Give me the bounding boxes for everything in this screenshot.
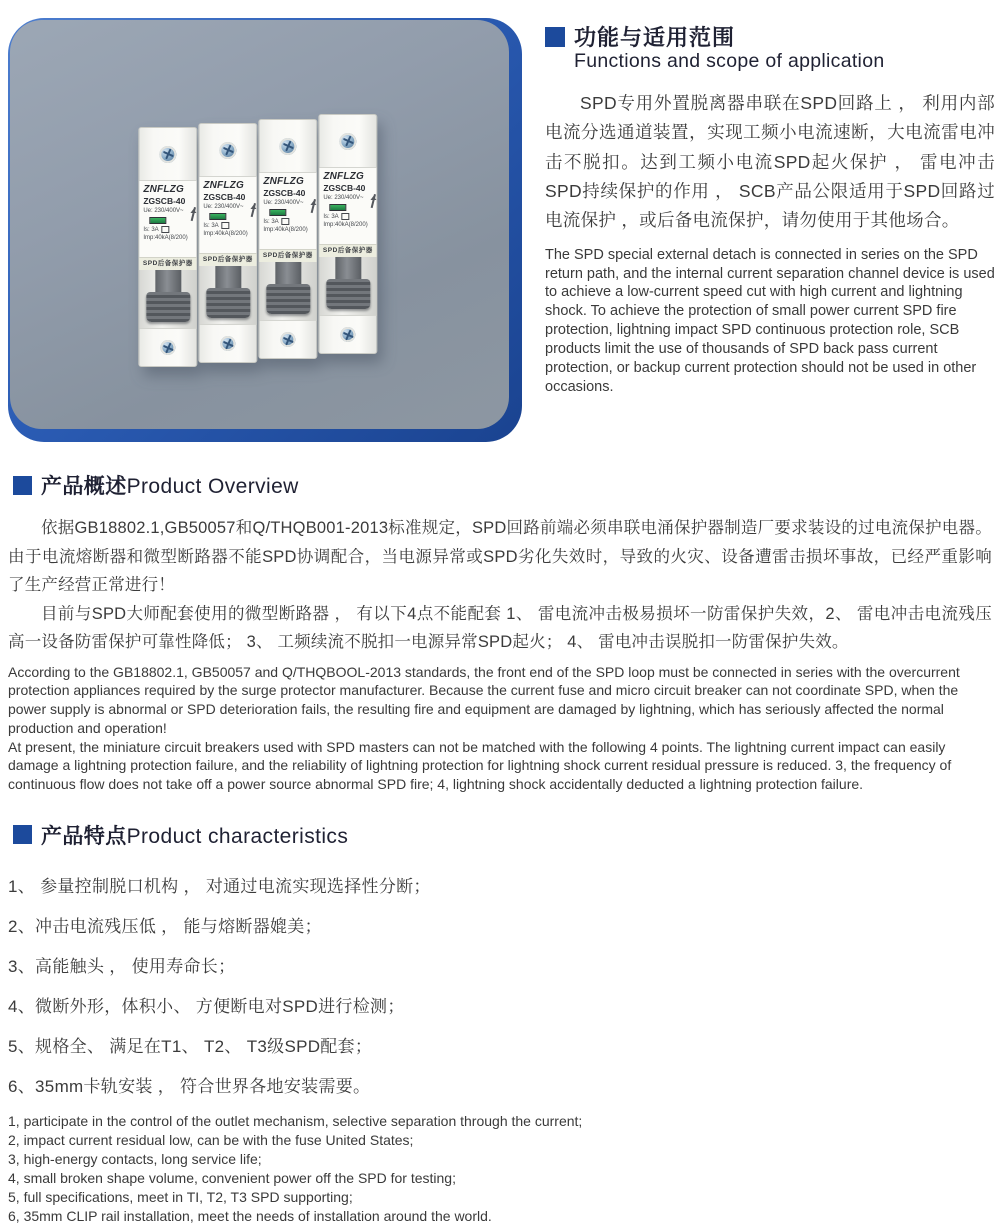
overview-heading	[13, 470, 992, 500]
model-text: ZGSCB-40	[203, 192, 246, 202]
ue-spec: Ue: 230/400V~	[323, 195, 364, 201]
functions-body-en: The SPD special external detach is connected in series on the SPD return path, and the internal current separation channel device is used to achieve a low-current speed cut with high current and lightning shock. To achieve the protection of small power current SPD fire protection, lightning impact SPD continuous protection role, SCB products limit the use of thousands of SPD back pass current protection, or backup current protection should not be used in other occasions.	[545, 246, 995, 395]
brand-text: ZNFLZG	[143, 184, 184, 195]
overview-title-zh: 产品概述	[41, 475, 127, 498]
spd-backup-label: SPD后备保护器	[319, 244, 376, 257]
list-item: 1, participate in the control of the outlet mechanism, selective separation through the current;	[8, 1112, 583, 1129]
breaker-label	[319, 168, 376, 257]
list-item: 4、微断外形，体积小、 方便断电对SPD进行检测；	[8, 996, 405, 1016]
functions-body-zh: SPD专用外置脱离器串联在SPD回路上 ， 利用内部电流分选通道装置，实现工频小电流速断，大电流雷电冲击不脱扣。达到工频小电流SPD起火保护 ， 雷电冲击SPD持续保护的作用 ， SCB产品公限适用于SPD回路过电流保护 ，或后备电流保护，请勿使用于其他场合。	[545, 92, 995, 231]
brand-text: ZNFLZG	[203, 180, 244, 191]
overview-para2-en: At present, the miniature circuit breakers used with SPD masters can not be matched with the following 4 points. The lightning current impact can easily damage a lightning protection failure, and the reliability of lightning protection for lightning shock current residual pressure is reduced. 3, the frequency of continuous flow does not take off a power source abnormal SPD fire; 4, lightning shock accidentally deducted a lightning protection failure.	[8, 738, 952, 793]
cert-mark-icon	[282, 218, 290, 225]
screw-icon	[160, 340, 175, 355]
breaker-handle	[319, 257, 376, 316]
list-item: 1、 参量控制脱口机构 ， 对通过电流实现选择性分断；	[8, 876, 431, 896]
cert-mark-icon	[342, 213, 350, 220]
imp-spec: Imp:40kA(8/200)	[323, 222, 368, 229]
breaker-handle	[259, 262, 316, 321]
trip-indicator-icon	[250, 203, 255, 217]
screw-icon	[279, 138, 296, 155]
list-item: 2, impact current residual low, can be with the fuse United States;	[8, 1131, 414, 1148]
trip-indicator-icon	[190, 207, 195, 221]
model-text: ZGSCB-40	[143, 196, 186, 206]
imp-spec: Imp:40kA(8/200)	[143, 235, 188, 242]
ue-spec: Ue: 230/400V~	[143, 208, 184, 214]
ue-spec: Ue: 230/400V~	[263, 200, 304, 206]
breaker-handle	[199, 266, 256, 325]
spd-backup-label: SPD后备保护器	[199, 253, 256, 266]
overview-para2-zh: 目前与SPD大师配套使用的微型断路器 ， 有以下4点不能配套 1、 雷电流冲击极易损坏一防雷保护失效，2、 雷电冲击电流残压高一设备防雷保护可靠性降低； 3、 工频续流不脱扣一电源异常SPD起火； 4、 雷电冲击误脱扣一防雷保护失效。	[8, 604, 992, 652]
status-indicator	[329, 204, 346, 211]
is-spec: Is: 3A	[203, 222, 253, 229]
cert-mark-icon	[222, 222, 230, 229]
list-item: 2、冲击电流残压低 ， 能与熔断器媲美；	[8, 916, 322, 936]
list-item: 4, small broken shape volume, convenient power off the SPD for testing;	[8, 1170, 456, 1186]
overview-body-en	[8, 663, 992, 794]
characteristics-section	[0, 794, 1000, 1226]
is-spec: Is: 3A	[323, 213, 373, 220]
spd-backup-label: SPD后备保护器	[139, 257, 196, 270]
breaker-module	[258, 119, 317, 359]
characteristics-list-zh	[8, 872, 992, 1097]
cert-mark-icon	[162, 226, 170, 233]
product-photo-panel	[8, 18, 522, 442]
overview-body-zh	[8, 514, 992, 657]
breaker-label	[199, 177, 256, 266]
trip-indicator-icon	[310, 199, 315, 213]
blue-square-bullet-icon	[13, 825, 32, 844]
status-indicator	[209, 213, 226, 220]
breaker-module	[318, 114, 377, 354]
screw-icon	[159, 146, 176, 163]
circuit-breaker-assembly	[138, 114, 377, 367]
list-item: 3、高能触头 ， 使用寿命长；	[8, 956, 236, 976]
list-item: 5, full specifications, meet in TI, T2, T3 SPD supporting;	[8, 1189, 353, 1206]
screw-icon	[220, 336, 235, 351]
status-indicator	[149, 217, 166, 224]
screw-icon	[340, 327, 355, 342]
characteristics-heading	[13, 820, 992, 850]
status-indicator	[269, 209, 286, 216]
breaker-handle	[139, 270, 196, 329]
breaker-module	[198, 123, 257, 363]
screw-icon	[280, 332, 295, 347]
breaker-label	[259, 173, 316, 262]
spd-backup-label: SPD后备保护器	[259, 249, 316, 262]
characteristics-list-en	[8, 1112, 992, 1226]
functions-title-zh: 功能与适用范围	[574, 25, 736, 50]
screw-icon	[339, 133, 356, 150]
functions-title-en: Functions and scope of application	[574, 50, 885, 73]
functions-section	[545, 25, 995, 396]
imp-spec: Imp:40kA(8/200)	[203, 231, 248, 238]
characteristics-title-zh: 产品特点	[41, 824, 127, 848]
imp-spec: Imp:40kA(8/200)	[263, 227, 308, 234]
blue-square-bullet-icon	[545, 27, 565, 47]
is-spec: Is: 3A	[143, 226, 193, 233]
list-item: 6, 35mm CLIP rail installation, meet the needs of installation around the world.	[8, 1208, 492, 1225]
brand-text: ZNFLZG	[323, 171, 364, 182]
is-spec: Is: 3A	[263, 218, 313, 225]
functions-heading	[545, 25, 995, 73]
brand-text: ZNFLZG	[263, 176, 304, 187]
blue-square-bullet-icon	[13, 476, 32, 495]
ue-spec: Ue: 230/400V~	[203, 204, 244, 210]
top-section	[0, 0, 1000, 458]
characteristics-title-en: Product characteristics	[126, 824, 349, 848]
overview-title-en: Product Overview	[126, 475, 299, 498]
breaker-label	[139, 181, 196, 270]
model-text: ZGSCB-40	[263, 188, 306, 198]
overview-section	[0, 458, 1000, 794]
overview-para1-en: According to the GB18802.1, GB50057 and Q/THQBOOL-2013 standards, the front end of the SPD loop must be connected in series with the overcurrent protection appliances required by the surge protector manufacturer. Because the current fuse and micro circuit breaker can not coordinate SPD, when the power supply is abnormal or SPD deterioration fails, the resulting fire and equipment are damaged by lightning, which has seriously affected the normal production and operation!	[8, 663, 960, 736]
list-item: 3, high-energy contacts, long service life;	[8, 1150, 262, 1167]
model-text: ZGSCB-40	[323, 183, 366, 193]
trip-indicator-icon	[370, 194, 375, 208]
screw-icon	[219, 142, 236, 159]
list-item: 5、规格全、 满足在T1、 T2、 T3级SPD配套；	[8, 1036, 373, 1056]
overview-para1-zh: 依据GB18802.1,GB50057和Q/THQB001-2013标准规定，SPD回路前端必须串联电涌保护器制造厂要求装设的过电流保护电器。由于电流熔断器和微型断路器不能SPD协调配合，当电源异常或SPD劣化失效时，导致的火灾、设备遭雷击损坏事故，已经严重影响了生产经营正常进行！	[8, 519, 992, 595]
breaker-module	[138, 127, 197, 367]
list-item: 6、35mm卡轨安装 ， 符合世界各地安装需要。	[8, 1076, 371, 1096]
